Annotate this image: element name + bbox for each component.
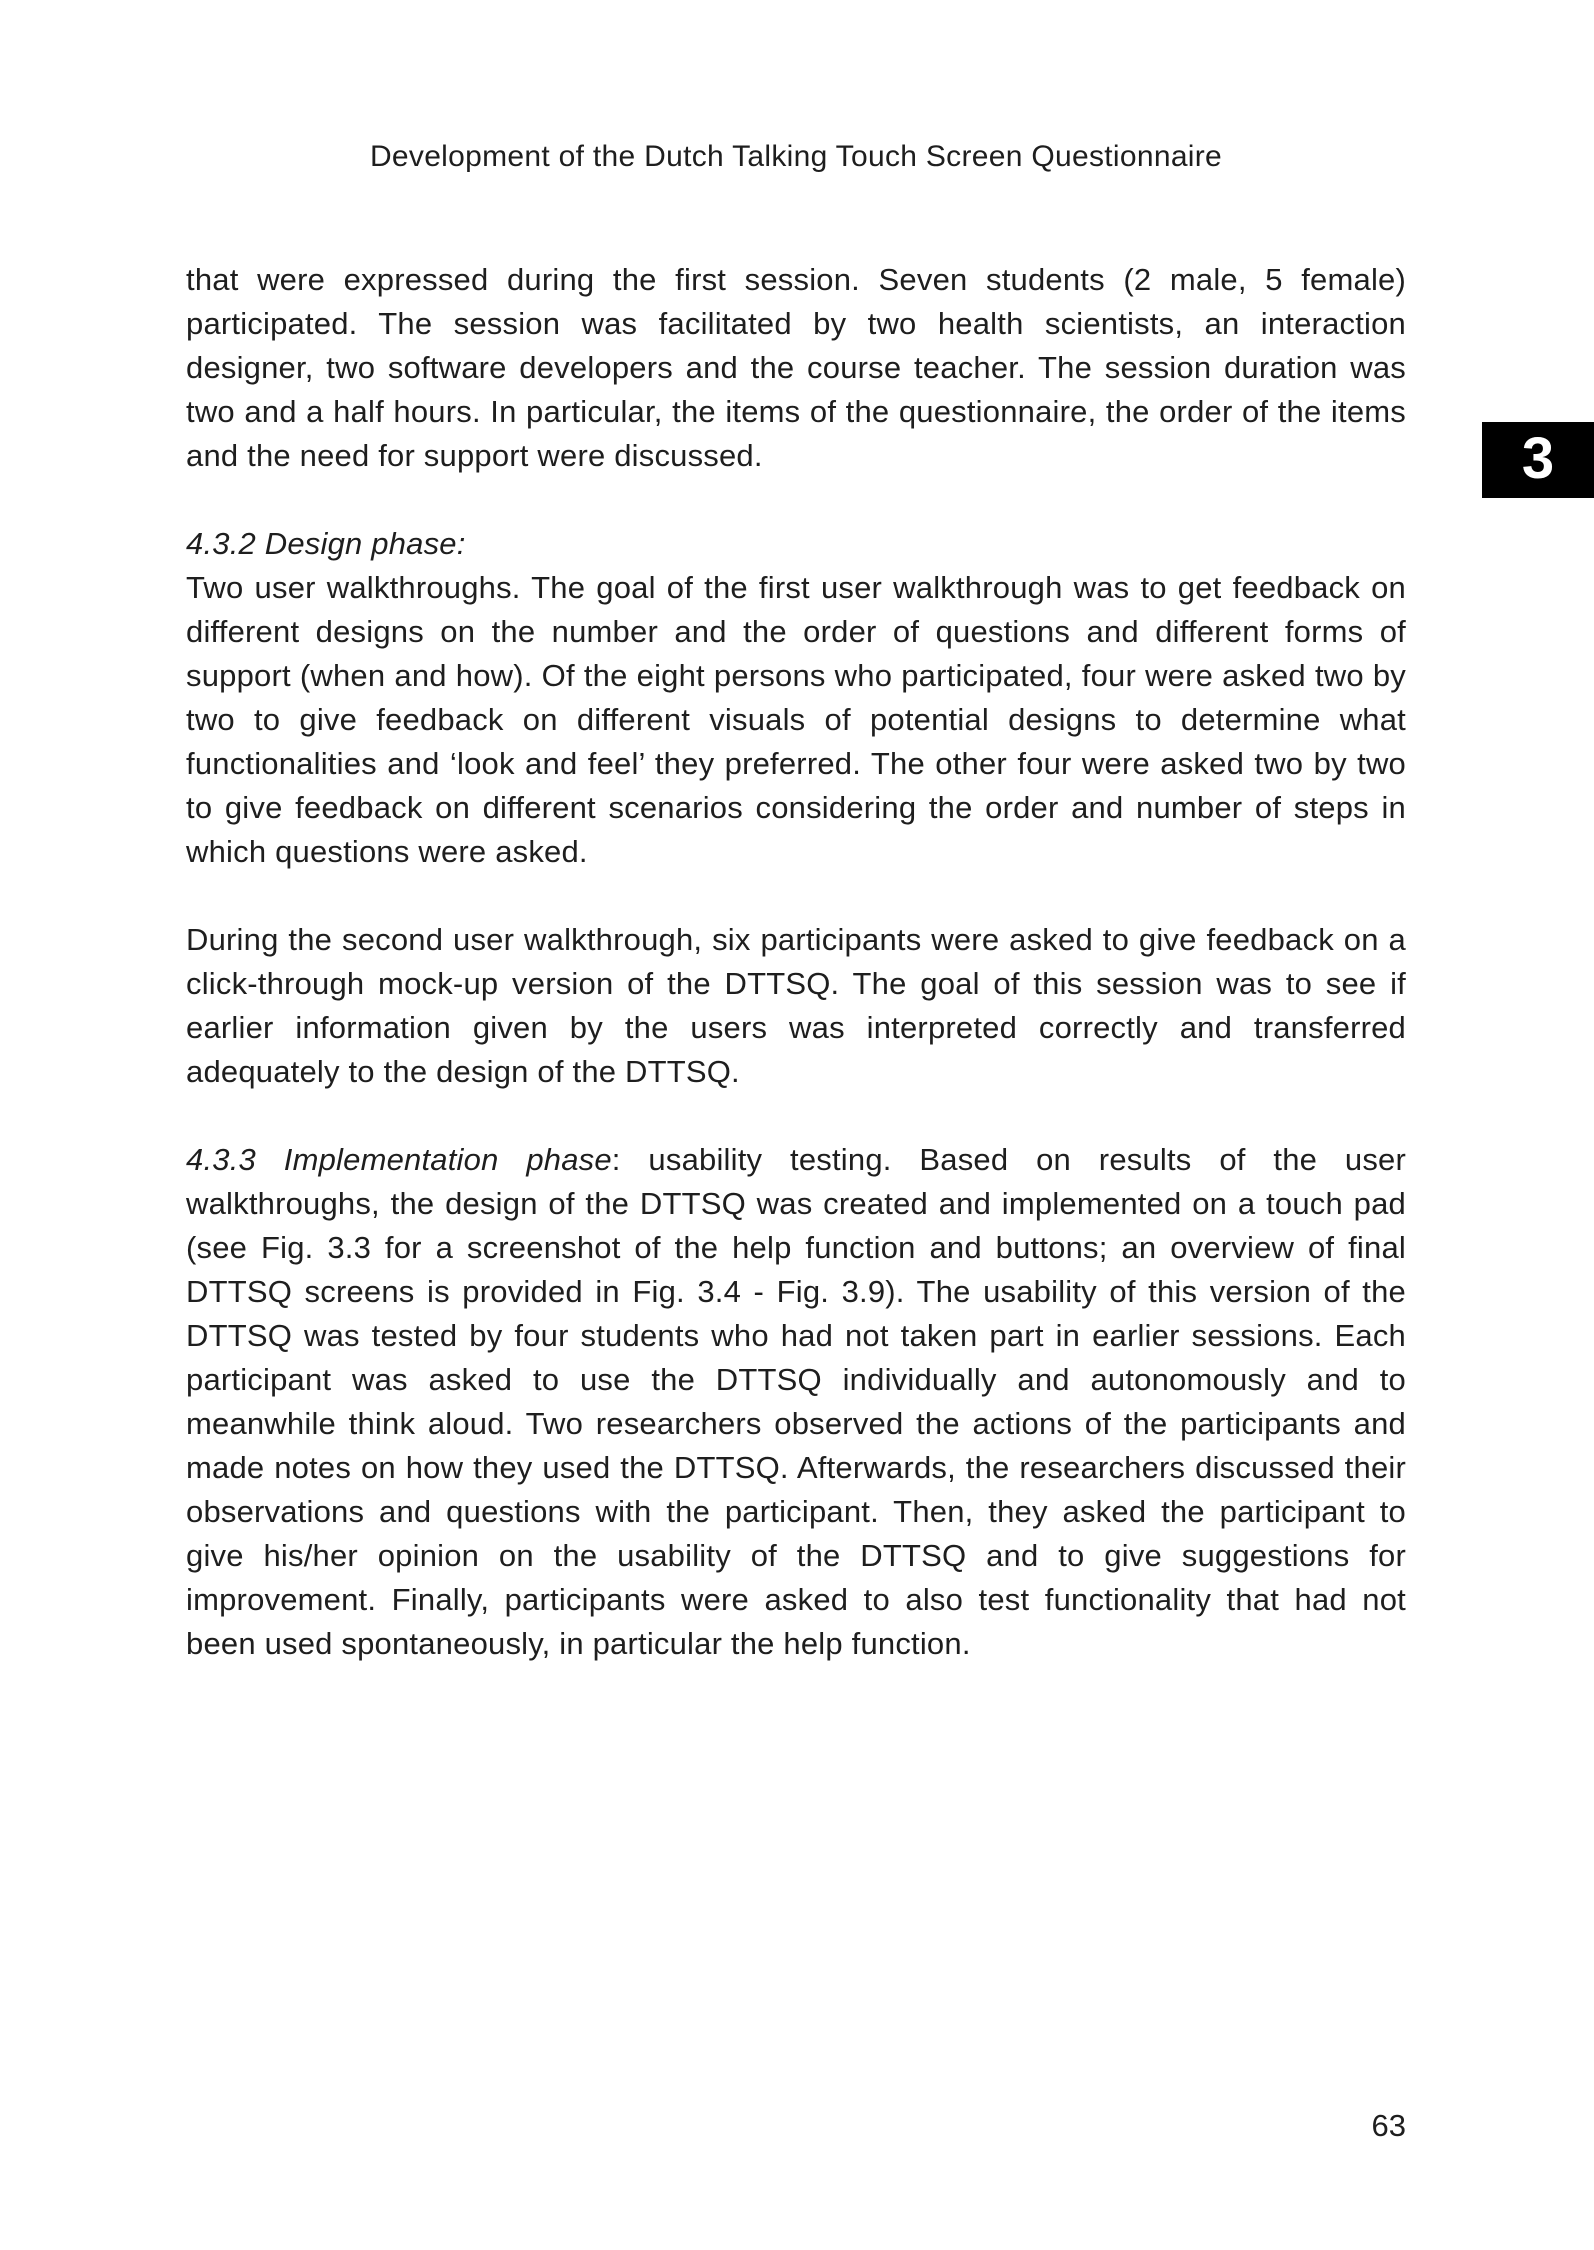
section-heading-4-3-3: 4.3.3 Implementation phase <box>186 1142 612 1177</box>
paragraph-1: that were expressed during the first session. Seven students (2 male, 5 female) participated. The session was facilitated by two health scientists, an interaction designer, two software developers and the course teacher. The session duration was two and a half hours. In particular, the items of the questionnaire, the order of the items and the need for support were discussed. <box>186 262 1406 473</box>
running-header: Development of the Dutch Talking Touch Screen Questionnaire <box>369 140 1223 173</box>
page-content <box>186 258 1406 1666</box>
chapter-number: 3 <box>1521 426 1555 491</box>
paragraph-4-text: : usability testing. Based on results of the user walkthroughs, the design of the DTTSQ was created and implemented on a touch pad (see Fig. 3.3 for a screenshot of the help function and buttons; an overview of final DTTSQ screens is provided in Fig. 3.4 - Fig. 3.9). The usability of this version of the DTTSQ was tested by four students who had not taken part in earlier sessions. Each participant was asked to use the DTTSQ individually and autonomously and to meanwhile think aloud. Two researchers observed the actions of the participants and made notes on how they used the DTTSQ. Afterwards, the researchers discussed their observations and questions with the participant. Then, they asked the participant to give his/her opinion on the usability of the DTTSQ and to give suggestions for improvement. Finally, participants were asked to also test functionality that had not been used spontaneously, in particular the help function. <box>186 1142 1407 1661</box>
paragraph-4 <box>186 1138 1406 1666</box>
page-number: 63 <box>1371 2108 1406 2143</box>
paragraph-2: Two user walkthroughs. The goal of the first user walkthrough was to get feedback on different designs on the number and the order of questions and different forms of support (when and how). Of the eight persons who participated, four were asked two by two to give feedback on different visuals of potential designs to determine what functionalities and ‘look and feel’ they preferred. The other four were asked two by two to give feedback on different scenarios considering the order and number of steps in which questions were asked. <box>186 570 1406 869</box>
paragraph-3: During the second user walkthrough, six participants were asked to give feedback on a click-through mock-up version of the DTTSQ. The goal of this session was to see if earlier information given by the users was interpreted correctly and transferred adequately to the design of the DTTSQ. <box>186 922 1406 1089</box>
section-heading-4-3-2: 4.3.2 Design phase: <box>186 526 466 561</box>
chapter-tab <box>1482 422 1594 498</box>
